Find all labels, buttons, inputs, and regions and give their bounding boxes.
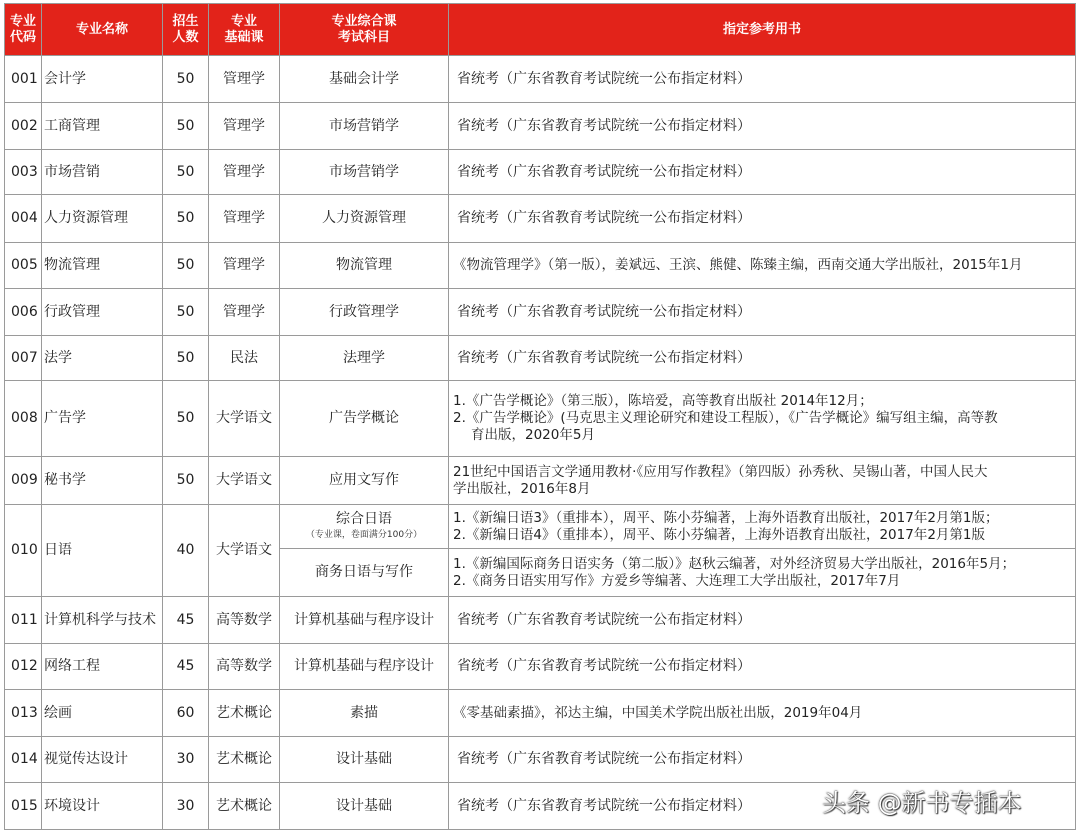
cell-ref: 省统考（广东省教育考试院统一公布指定材料） [449,336,1076,381]
cell-name: 视觉传达设计 [42,737,163,783]
cell-ref: 《零基础素描》，祁达主编，中国美术学院出版社出版，2019年04月 [449,690,1076,737]
cell-quota: 50 [163,336,209,381]
cell-basic: 管理学 [209,195,280,243]
cell-basic: 高等数学 [209,597,280,644]
cell-basic: 大学语文 [209,457,280,505]
cell-name: 日语 [42,505,163,597]
cell-basic: 管理学 [209,103,280,150]
cell-basic: 艺术概论 [209,783,280,830]
cell-exam: 应用文写作 [280,457,449,505]
cell-basic: 高等数学 [209,644,280,690]
cell-exam: 设计基础 [280,783,449,830]
cell-exam [280,505,449,549]
cell-quota: 50 [163,243,209,289]
cell-exam: 商务日语与写作 [280,549,449,597]
table-row [5,56,1076,103]
cell-code: 002 [5,103,42,150]
cell-exam: 计算机基础与程序设计 [280,644,449,690]
table-row [5,103,1076,150]
watermark: 头条 @新书专插本 [822,789,1022,817]
cell-quota: 40 [163,505,209,597]
cell-basic: 艺术概论 [209,690,280,737]
cell-code: 008 [5,381,42,457]
cell-exam: 法理学 [280,336,449,381]
header-code: 专业 代码 [5,4,42,56]
cell-code: 013 [5,690,42,737]
cell-ref [449,549,1076,597]
table-row [5,150,1076,195]
cell-quota: 60 [163,690,209,737]
cell-quota: 50 [163,457,209,505]
table-row [5,457,1076,505]
cell-code: 009 [5,457,42,505]
table-row [5,737,1076,783]
cell-code: 003 [5,150,42,195]
cell-basic: 管理学 [209,56,280,103]
cell-name: 广告学 [42,381,163,457]
table-row [5,195,1076,243]
cell-ref: 省统考（广东省教育考试院统一公布指定材料） [449,56,1076,103]
cell-quota: 50 [163,195,209,243]
cell-ref: 《物流管理学》（第一版），姜斌远、王滨、熊健、陈臻主编，西南交通大学出版社，2015年1月 [449,243,1076,289]
cell-quota: 45 [163,644,209,690]
table-row [5,289,1076,336]
header-exam: 专业综合课 考试科目 [280,4,449,56]
cell-quota: 45 [163,597,209,644]
cell-code: 007 [5,336,42,381]
table-row [5,243,1076,289]
header-row [5,4,1076,56]
cell-name: 物流管理 [42,243,163,289]
cell-ref: 省统考（广东省教育考试院统一公布指定材料） [449,150,1076,195]
cell-name: 网络工程 [42,644,163,690]
table-row [5,690,1076,737]
ref-line: 21世纪中国语言文学通用教材·《应用写作教程》（第四版）孙秀秋、吴锡山著，中国人民大 [453,463,988,480]
cell-name: 法学 [42,336,163,381]
cell-ref: 省统考（广东省教育考试院统一公布指定材料） [449,644,1076,690]
table-row [5,644,1076,690]
ref-line: 1.《广告学概论》（第三版），陈培爱，高等教育出版社 2014年12月； [453,393,873,409]
header-name: 专业名称 [42,4,163,56]
cell-basic: 大学语文 [209,381,280,457]
cell-exam: 人力资源管理 [280,195,449,243]
admissions-table [4,3,1076,830]
cell-quota: 50 [163,103,209,150]
cell-basic: 管理学 [209,243,280,289]
cell-exam: 基础会计学 [280,56,449,103]
cell-ref: 省统考（广东省教育考试院统一公布指定材料） [449,783,1076,830]
ref-line: 育出版，2020年5月 [471,427,595,443]
cell-exam: 行政管理学 [280,289,449,336]
cell-name: 绘画 [42,690,163,737]
header-basic: 专业 基础课 [209,4,280,56]
exam-title: 综合日语 [336,511,392,527]
table-row-japanese [5,505,1076,549]
cell-ref [449,457,1076,505]
cell-ref [449,381,1076,457]
cell-basic: 管理学 [209,289,280,336]
cell-name: 环境设计 [42,783,163,830]
exam-note: （专业课，卷面满分100分） [305,530,423,540]
cell-basic: 民法 [209,336,280,381]
cell-basic: 管理学 [209,150,280,195]
cell-code: 001 [5,56,42,103]
cell-basic: 艺术概论 [209,737,280,783]
ref-line: 2.《商务日语实用写作》方爱乡等编著、大连理工大学出版社，2017年7月 [453,572,901,589]
cell-quota: 50 [163,150,209,195]
table-row [5,597,1076,644]
cell-ref: 省统考（广东省教育考试院统一公布指定材料） [449,289,1076,336]
cell-name: 人力资源管理 [42,195,163,243]
cell-code: 010 [5,505,42,597]
cell-name: 会计学 [42,56,163,103]
cell-quota: 50 [163,289,209,336]
cell-ref: 省统考（广东省教育考试院统一公布指定材料） [449,737,1076,783]
cell-exam: 广告学概论 [280,381,449,457]
cell-exam: 市场营销学 [280,150,449,195]
cell-code: 006 [5,289,42,336]
cell-code: 015 [5,783,42,830]
ref-line: 2.《新编日语4》（重排本），周平、陈小芬编著，上海外语教育出版社，2017年2月第1版 [453,526,986,543]
cell-ref: 省统考（广东省教育考试院统一公布指定材料） [449,195,1076,243]
ref-line: 学出版社，2016年8月 [453,480,591,497]
header-ref: 指定参考用书 [449,4,1076,56]
admissions-table-container [4,3,1075,830]
cell-quota: 30 [163,783,209,830]
cell-name: 市场营销 [42,150,163,195]
cell-ref [449,505,1076,549]
cell-code: 014 [5,737,42,783]
cell-exam: 设计基础 [280,737,449,783]
table-row [5,336,1076,381]
cell-exam: 市场营销学 [280,103,449,150]
ref-line: 2.《广告学概论》(马克思主义理论研究和建设工程版），《广告学概论》编写组主编，高等教 [453,410,998,426]
header-quota: 招生 人数 [163,4,209,56]
cell-code: 005 [5,243,42,289]
cell-ref: 省统考（广东省教育考试院统一公布指定材料） [449,103,1076,150]
cell-ref: 省统考（广东省教育考试院统一公布指定材料） [449,597,1076,644]
cell-exam: 物流管理 [280,243,449,289]
cell-quota: 30 [163,737,209,783]
cell-code: 004 [5,195,42,243]
cell-exam: 计算机基础与程序设计 [280,597,449,644]
cell-name: 行政管理 [42,289,163,336]
cell-code: 011 [5,597,42,644]
ref-line: 1.《新编国际商务日语实务（第二版）》赵秋云编著，对外经济贸易大学出版社，2016年5月； [453,555,1016,572]
cell-name: 工商管理 [42,103,163,150]
cell-quota: 50 [163,56,209,103]
cell-exam: 素描 [280,690,449,737]
cell-code: 012 [5,644,42,690]
table-row [5,381,1076,457]
cell-quota: 50 [163,381,209,457]
cell-basic: 大学语文 [209,505,280,597]
ref-line: 1.《新编日语3》（重排本），周平、陈小芬编著，上海外语教育出版社，2017年2月第1版； [453,509,999,526]
cell-name: 计算机科学与技术 [42,597,163,644]
cell-name: 秘书学 [42,457,163,505]
